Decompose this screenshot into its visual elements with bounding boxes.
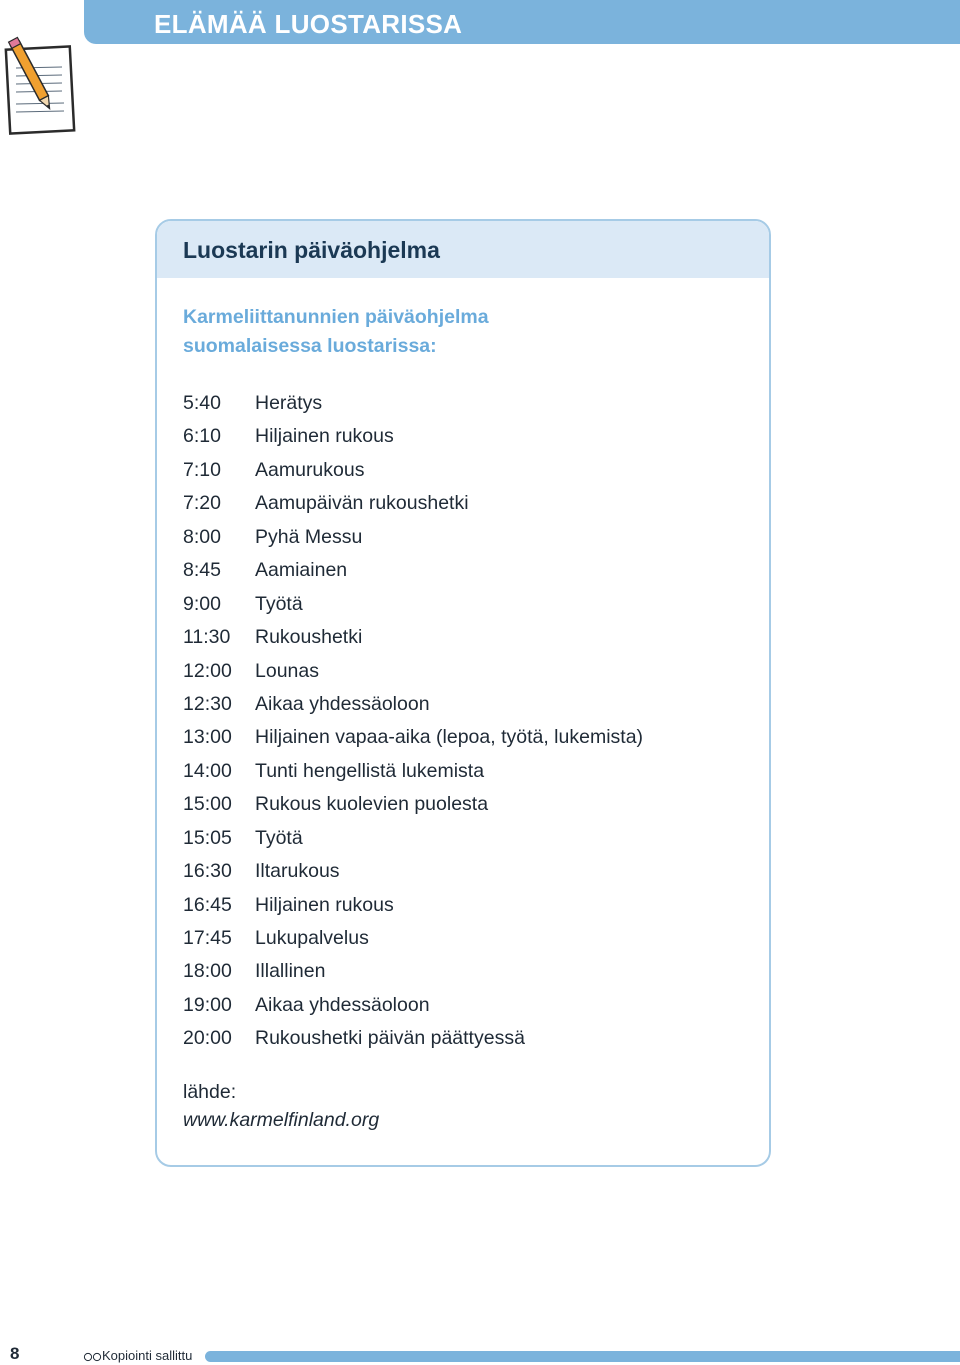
schedule-activity: Hiljainen vapaa-aika (lepoa, työtä, lukemista) [255,726,644,749]
schedule-time: 14:00 [183,759,232,782]
schedule-time: 12:00 [183,659,232,682]
schedule-activity: Tunti hengellistä lukemista [255,759,485,782]
source-link[interactable]: www.karmelfinland.org [183,1109,380,1131]
schedule-time: 19:00 [183,993,232,1016]
header-band [84,0,960,44]
schedule-time: 8:45 [183,559,221,582]
schedule-time: 11:30 [183,626,231,649]
footer-bar [205,1351,960,1362]
schedule-time: 9:00 [183,592,221,615]
schedule-time: 12:30 [183,692,232,715]
schedule-list [183,387,753,1056]
schedule-row [183,788,753,821]
schedule-row [183,621,753,654]
schedule-time: 17:45 [183,927,232,949]
schedule-activity: Aamurukous [255,458,365,481]
schedule-row [183,487,753,520]
schedule-activity: Rukoushetki [255,626,363,649]
schedule-activity: Lukupalvelus [255,927,369,949]
schedule-time: 5:40 [183,392,221,414]
schedule-row [183,554,753,587]
schedule-row [183,655,753,688]
schedule-activity: Illallinen [255,960,326,983]
double-circle-icon [83,1352,103,1362]
schedule-time: 16:30 [183,860,232,883]
schedule-time: 7:10 [183,458,221,481]
schedule-time: 16:45 [183,893,232,916]
schedule-row [183,855,753,888]
schedule-activity: Pyhä Messu [255,525,363,548]
schedule-activity: Aamupäivän rukoushetki [255,492,469,515]
source-block [183,1078,379,1134]
schedule-activity: Lounas [255,659,319,682]
schedule-card [155,219,771,1167]
card-header [157,221,769,278]
subtitle-line-1: Karmeliittanunnien päiväohjelma [183,306,489,328]
schedule-time: 6:10 [183,425,221,448]
notepad-pencil-icon [0,36,80,136]
schedule-row [183,387,753,420]
schedule-time: 18:00 [183,960,232,983]
schedule-activity: Aikaa yhdessäoloon [255,993,430,1016]
section-title: ELÄMÄÄ LUOSTARISSA [154,9,463,39]
schedule-time: 15:00 [183,793,232,816]
schedule-row [183,454,753,487]
subtitle-line-2: suomalaisessa luostarissa: [183,335,437,357]
schedule-row [183,521,753,554]
schedule-row [183,822,753,855]
schedule-row [183,989,753,1022]
schedule-time: 8:00 [183,525,221,548]
copy-notice: Kopiointi sallittu [102,1348,193,1363]
card-title: Luostarin päiväohjelma [183,237,440,263]
schedule-row [183,922,753,955]
schedule-row [183,588,753,621]
page-number: 8 [10,1344,20,1363]
source-label: lähde: [183,1081,237,1103]
schedule-row [183,1022,753,1055]
schedule-activity: Aikaa yhdessäoloon [255,692,430,715]
schedule-row [183,721,753,754]
schedule-activity: Työtä [255,826,303,849]
schedule-time: 13:00 [183,726,232,749]
schedule-row [183,889,753,922]
schedule-activity: Rukous kuolevien puolesta [255,793,489,816]
schedule-activity: Työtä [255,592,303,615]
schedule-row [183,420,753,453]
schedule-row [183,755,753,788]
schedule-row [183,955,753,988]
schedule-activity: Hiljainen rukous [255,425,394,448]
card-subtitle [183,303,489,361]
schedule-activity: Herätys [255,392,323,414]
schedule-row [183,688,753,721]
schedule-activity: Rukoushetki päivän päättyessä [255,1027,525,1050]
schedule-activity: Iltarukous [255,860,340,883]
schedule-time: 7:20 [183,492,221,515]
schedule-activity: Aamiainen [255,559,348,582]
schedule-time: 15:05 [183,826,232,849]
schedule-time: 20:00 [183,1027,232,1050]
schedule-activity: Hiljainen rukous [255,893,394,916]
